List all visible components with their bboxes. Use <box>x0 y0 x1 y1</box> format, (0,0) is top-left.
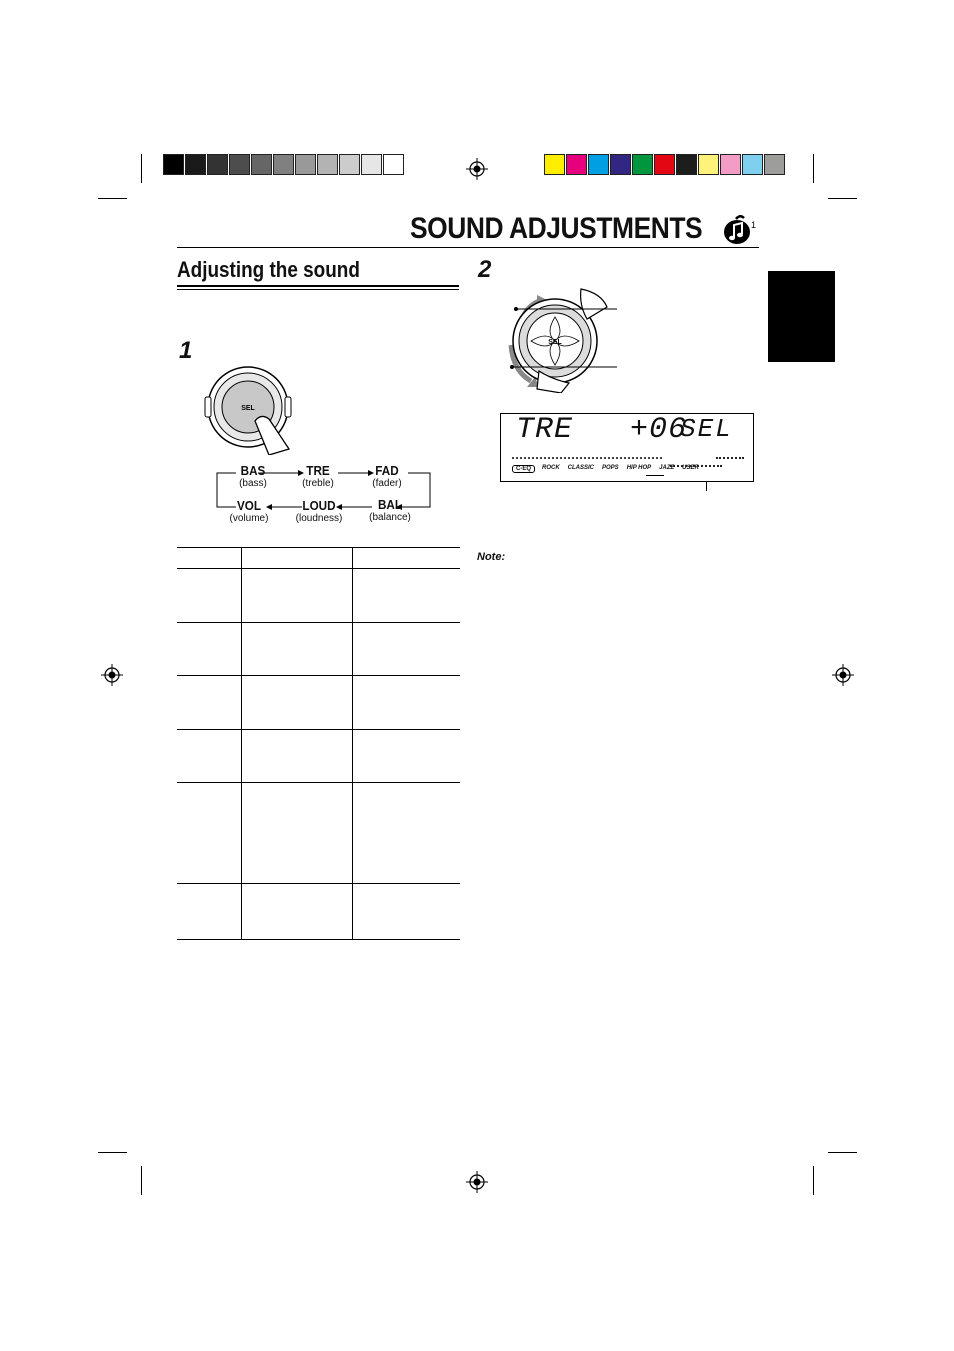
color-swatch <box>317 154 338 175</box>
color-swatch <box>295 154 316 175</box>
flow-bal: BAL (balance) <box>369 497 411 523</box>
color-swatch <box>207 154 228 175</box>
crop-mark <box>828 198 857 199</box>
level-meter <box>670 465 722 467</box>
color-swatch <box>610 154 631 175</box>
eq-mode-jazz: JAZZ <box>659 465 675 471</box>
lcd-main-text: TRE +06 <box>516 413 688 447</box>
crop-mark <box>813 154 814 183</box>
color-swatch <box>544 154 565 175</box>
gray-scale-bar <box>163 154 405 175</box>
lcd-dotted-row <box>512 457 662 459</box>
hand-icon <box>581 289 607 319</box>
crop-mark <box>141 1166 142 1195</box>
color-swatch <box>632 154 653 175</box>
eq-mode-hiphop: HIP HOP <box>626 465 652 471</box>
knob-label: SEL <box>548 339 562 346</box>
flow-fad: FAD (fader) <box>372 463 402 489</box>
sel-knob-icon[interactable] <box>503 283 621 393</box>
level-meter-peak <box>716 457 744 459</box>
crop-mark <box>98 1152 127 1153</box>
flow-vol: VOL (volume) <box>229 498 269 524</box>
user-underline <box>646 475 664 476</box>
color-swatch <box>654 154 675 175</box>
section-rule <box>177 289 459 290</box>
step-number: 1 <box>179 337 193 364</box>
color-swatch <box>361 154 382 175</box>
sound-note-icon <box>722 212 760 246</box>
eq-mode-classic: CLASSIC <box>567 465 595 471</box>
color-swatch <box>720 154 741 175</box>
eq-mode-rock: ROCK <box>542 465 560 471</box>
registration-mark-icon <box>101 664 123 686</box>
crop-mark <box>141 154 142 183</box>
color-swatch <box>742 154 763 175</box>
color-bar <box>544 154 786 175</box>
color-swatch <box>566 154 587 175</box>
color-swatch <box>698 154 719 175</box>
color-swatch <box>339 154 360 175</box>
eq-mode-user: USER <box>682 465 699 471</box>
color-swatch <box>251 154 272 175</box>
section-rule <box>177 285 459 287</box>
registration-mark-icon <box>466 158 488 180</box>
color-swatch <box>383 154 404 175</box>
ceq-badge: C-EQ <box>512 465 535 473</box>
color-swatch <box>676 154 697 175</box>
eq-mode-pops: POPS <box>602 465 619 471</box>
note-label: Note: <box>477 551 506 563</box>
color-swatch <box>764 154 785 175</box>
color-swatch <box>273 154 294 175</box>
svg-text:1: 1 <box>751 220 757 230</box>
sel-knob-icon[interactable] <box>203 365 295 455</box>
callout-line <box>706 482 707 491</box>
title-rule <box>177 247 759 248</box>
flow-loud: LOUD (loudness) <box>295 498 343 524</box>
crop-mark <box>813 1166 814 1195</box>
color-swatch <box>185 154 206 175</box>
section-title: Adjusting the sound <box>177 257 360 282</box>
flow-bas: BAS (bass) <box>239 463 267 489</box>
color-swatch <box>229 154 250 175</box>
registration-mark-icon <box>832 664 854 686</box>
crop-mark <box>98 198 127 199</box>
lcd-sel-text: SEL <box>680 414 733 444</box>
crop-mark <box>828 1152 857 1153</box>
knob-label: SEL <box>241 405 255 412</box>
page-title: SOUND ADJUSTMENTS <box>410 212 703 245</box>
color-swatch <box>588 154 609 175</box>
language-tab <box>768 271 835 362</box>
color-swatch <box>163 154 184 175</box>
step-number: 2 <box>478 256 492 283</box>
registration-mark-icon <box>466 1171 488 1193</box>
flow-tre: TRE (treble) <box>302 463 334 489</box>
